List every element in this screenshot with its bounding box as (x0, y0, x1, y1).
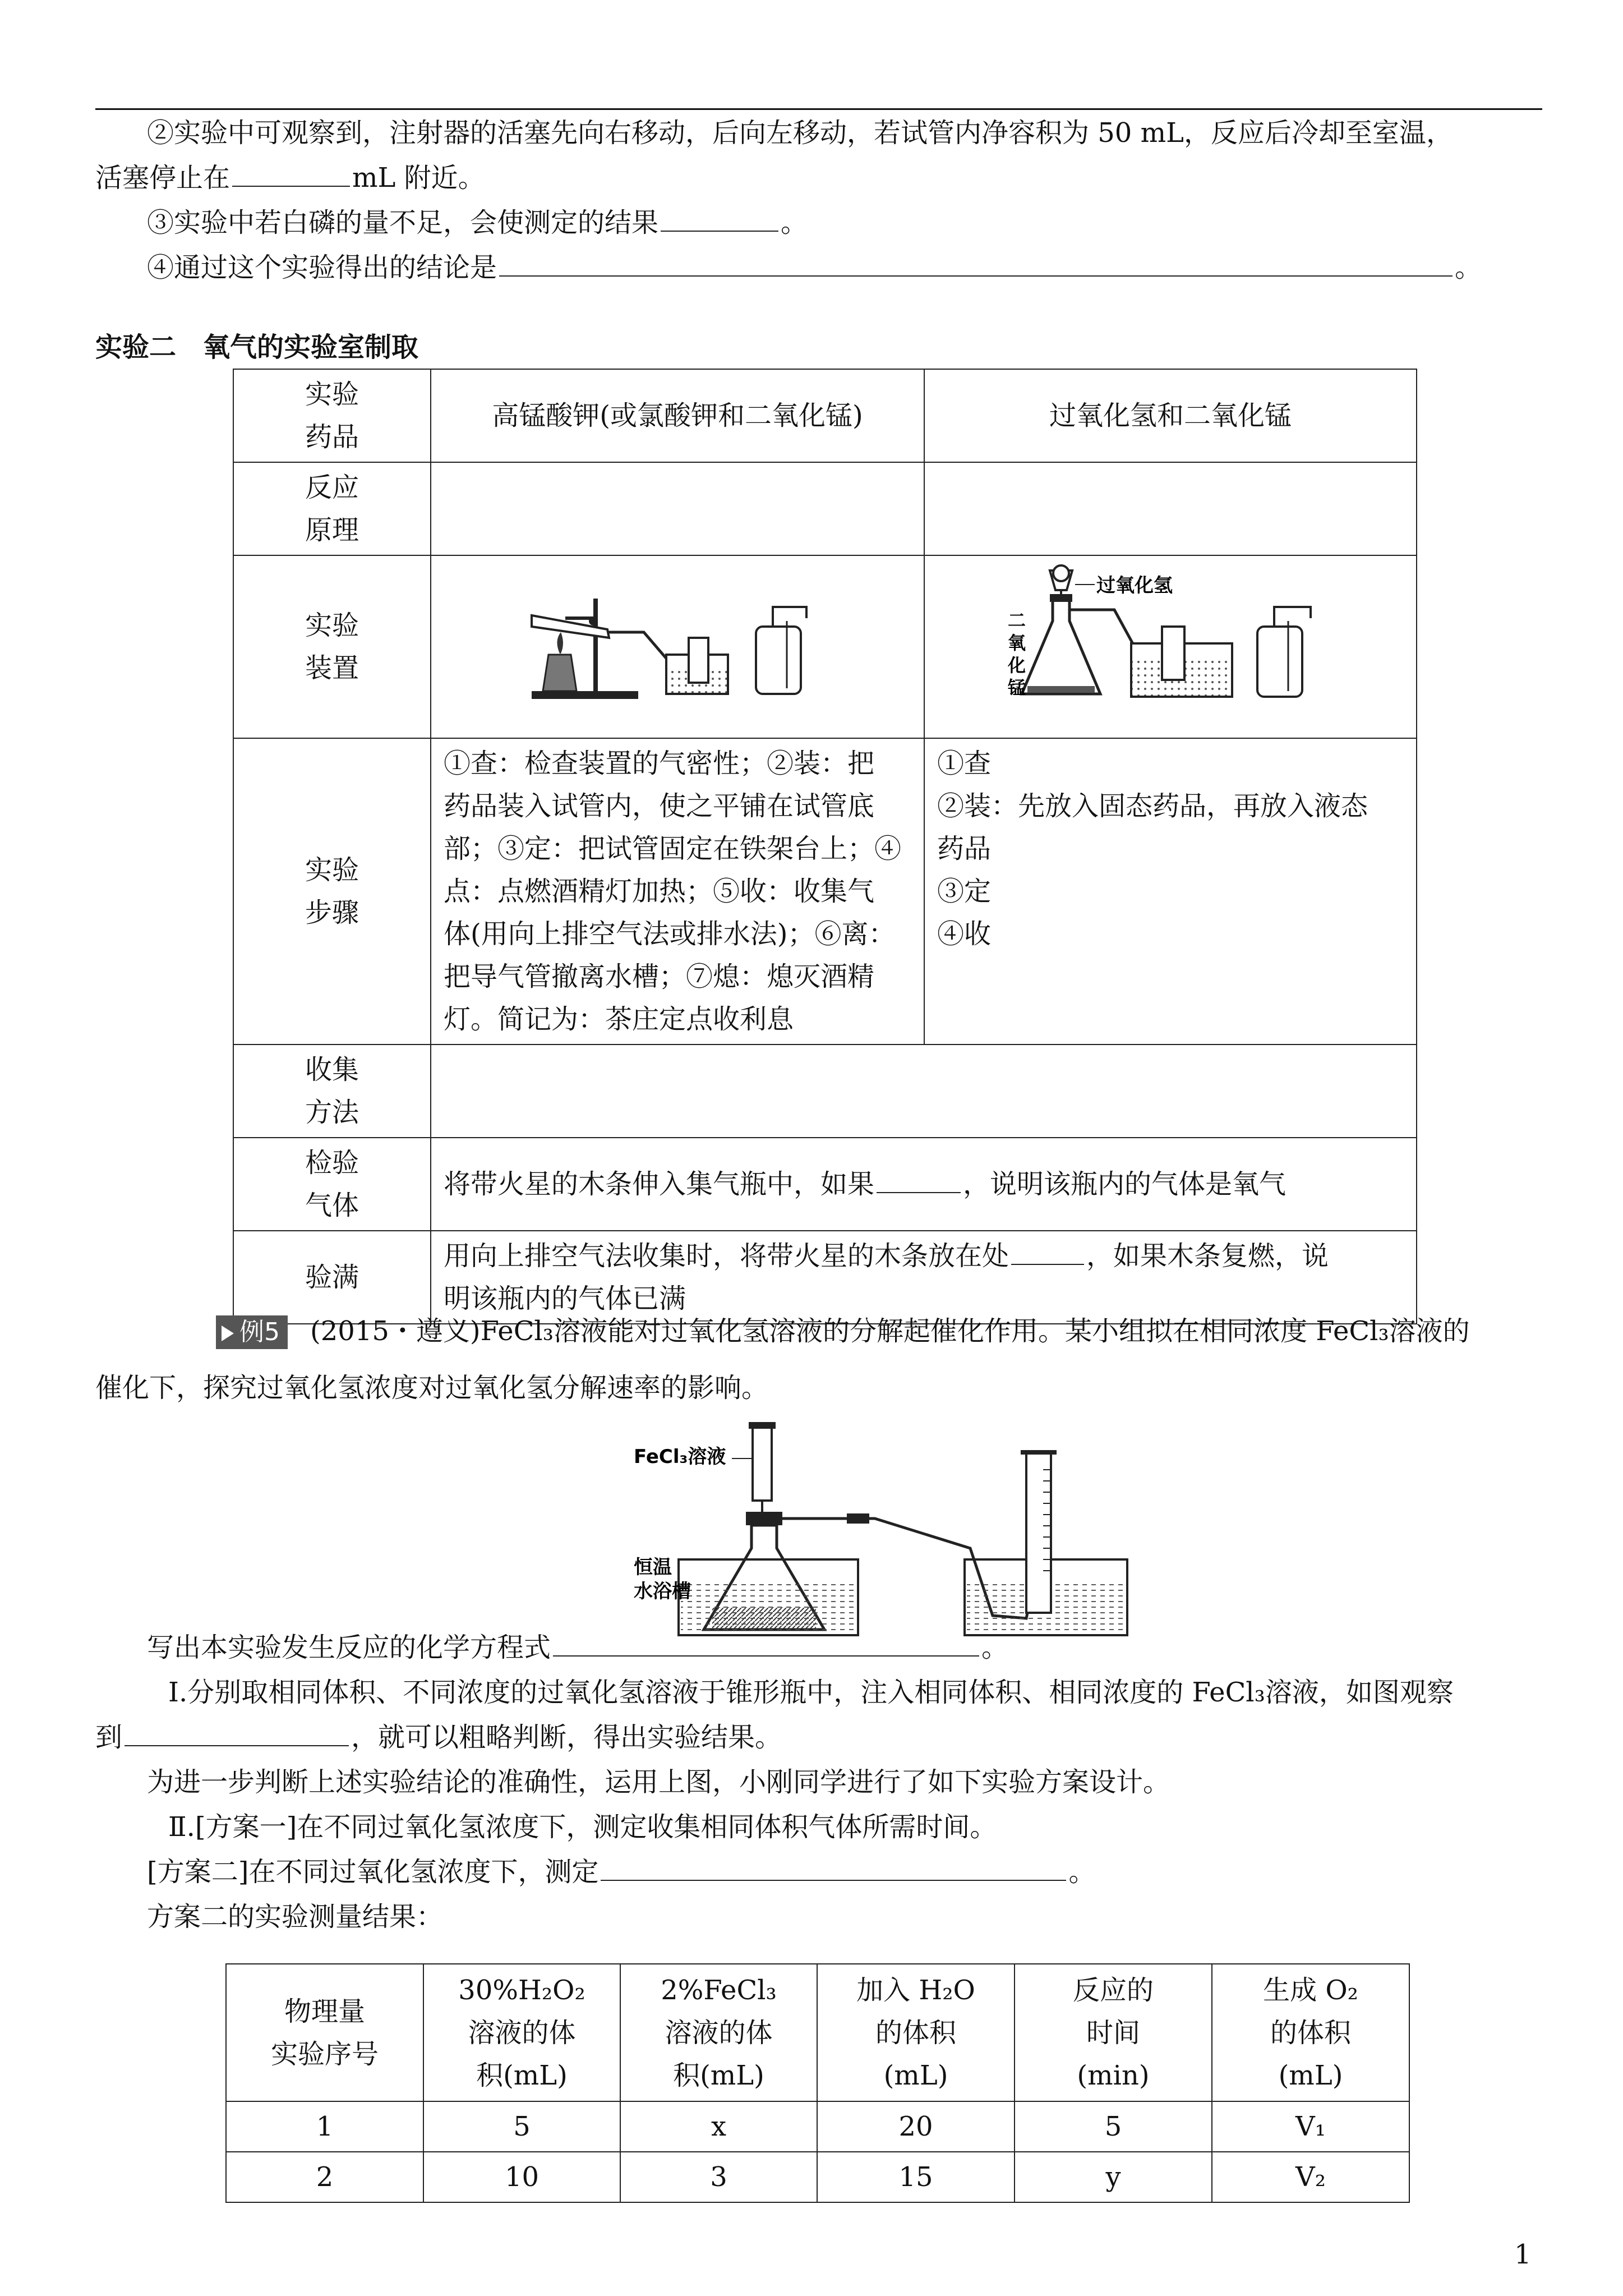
table-cell: 5 (1015, 2101, 1212, 2152)
steps-col1: ①查：检查装置的气密性；②装：把 药品装入试管内，使之平铺在试管底 部；③定：把试管固定在铁架台上；④ 点：点燃酒精灯加热；⑤收：收集气 体(用向上排空气法或排水法)；⑥离： 把导气管撤离水槽；⑦熄：熄灭酒精 灯。简记为：茶庄定点收利息 (431, 738, 924, 1045)
answer-blank[interactable] (232, 163, 350, 187)
answer-cell[interactable] (924, 462, 1417, 555)
equation-prompt: 写出本实验发生反应的化学方程式 。 (147, 1632, 1009, 1663)
example-5-line1: 例5 (2015・遵义)FeCl₃溶液能对过氧化氢溶液的分解起催化作用。某小组拟在相同浓度 FeCl₃溶液的 (216, 1309, 1470, 1353)
decomposition-apparatus-figure (634, 1419, 1133, 1641)
question-2-line1: ②实验中可观察到，注射器的活塞先向右移动，后向左移动，若试管内净容积为 50 mL，反应后冷却至室温， (147, 117, 1453, 149)
answer-blank[interactable] (125, 1723, 349, 1746)
part-1-line2: 到 ，就可以粗略判断，得出实验结果。 (95, 1722, 782, 1753)
table-header-row (226, 1964, 1409, 2101)
answer-cell[interactable] (431, 1045, 1417, 1138)
column-header: 反应的 时间 (min) (1015, 1964, 1212, 2101)
answer-blank[interactable] (553, 1633, 979, 1657)
question-3-suffix: 。 (781, 207, 808, 238)
table-cell: y (1015, 2152, 1212, 2202)
table-row (226, 2101, 1409, 2152)
row-header: 收集 方法 (233, 1045, 431, 1138)
table-cell: x (620, 2101, 817, 2152)
play-icon (222, 1326, 234, 1341)
drug-col2: 过氧化氢和二氧化锰 (924, 369, 1417, 462)
answer-cell[interactable] (431, 462, 924, 555)
label-manganese-dioxide: 二 (1008, 610, 1026, 631)
table-cell: 3 (620, 2152, 817, 2202)
gas-bottle (756, 627, 801, 694)
steps-col2: ①查 ②装：先放入固态药品，再放入液态 药品 ③定 ④收 (924, 738, 1417, 1045)
table-row (233, 462, 1417, 555)
full-check-cell: 用向上排空气法收集时，将带火星的木条放在处 ，如果木条复燃，说 明该瓶内的气体已满 (431, 1231, 1417, 1324)
table-row (233, 738, 1417, 1045)
drug-col1: 高锰酸钾(或氯酸钾和二氧化锰) (431, 369, 924, 462)
table-cell: 20 (817, 2101, 1015, 2152)
heating-apparatus-figure (509, 576, 846, 705)
row-header: 实验 装置 (233, 555, 431, 738)
table-cell: 1 (226, 2101, 423, 2152)
heating-apparatus-cell (431, 555, 924, 738)
question-4-prefix: ④通过这个实验得出的结论是 (147, 252, 497, 283)
stand-rod (593, 599, 598, 694)
question-3-prefix: ③实验中若白磷的量不足，会使测定的结果 (147, 207, 659, 238)
alcohol-lamp (543, 655, 577, 691)
paragraph: 为进一步判断上述实验结论的准确性，运用上图，小刚同学进行了如下实验方案设计。 (147, 1766, 1170, 1798)
results-caption: 方案二的实验测量结果： (147, 1901, 444, 1932)
table-row (226, 2152, 1409, 2202)
table-cell: 15 (817, 2152, 1015, 2202)
table-row (233, 1138, 1417, 1231)
results-table (225, 1963, 1410, 2203)
question-4-suffix: 。 (1455, 252, 1482, 283)
conical-flask (1022, 599, 1100, 694)
question-2-line2 (95, 156, 485, 200)
answer-blank[interactable] (661, 208, 778, 232)
flame (557, 632, 563, 654)
answer-blank[interactable] (877, 1170, 961, 1193)
stopper (746, 1512, 782, 1525)
table-cell: V₂ (1212, 2152, 1409, 2202)
table-row (233, 369, 1417, 462)
question-2-suffix: mL 附近。 (352, 162, 485, 194)
label-manganese-dioxide: 化 (1008, 655, 1026, 676)
section-title: 实验二 氧气的实验室制取 (95, 332, 419, 363)
label-manganese-dioxide: 锰 (1008, 677, 1026, 698)
example-badge: 例5 (216, 1315, 288, 1349)
header-rule (95, 108, 1542, 110)
peroxide-apparatus-figure (1002, 559, 1339, 722)
column-header: 30%H₂O₂ 溶液的体 积(mL) (423, 1964, 620, 2101)
question-3 (147, 201, 808, 245)
table-cell: 5 (423, 2101, 620, 2152)
question-2-prefix: 活塞停止在 (95, 162, 230, 194)
part-1-line1: Ⅰ.分别取相同体积、不同浓度的过氧化氢溶液于锥形瓶中，注入相同体积、相同浓度的 FeCl₃溶液，如图观察 (168, 1677, 1454, 1708)
test-gas-cell: 将带火星的木条伸入集气瓶中，如果 ，说明该瓶内的气体是氧气 (431, 1138, 1417, 1231)
stand-base (532, 691, 638, 699)
measuring-cylinder (1026, 1453, 1051, 1613)
example-5-line2: 催化下，探究过氧化氢浓度对过氧化氢分解速率的影响。 (95, 1372, 769, 1404)
syringe (753, 1428, 772, 1501)
label-manganese-dioxide: 氧 (1008, 632, 1026, 654)
column-header: 物理量 实验序号 (226, 1964, 423, 2101)
oxygen-prep-table (233, 369, 1417, 1324)
question-4 (147, 246, 1482, 289)
label-bath: 水浴槽 (634, 1580, 691, 1603)
table-cell: 10 (423, 2152, 620, 2202)
row-header: 检验 气体 (233, 1138, 431, 1231)
row-header: 实验 药品 (233, 369, 431, 462)
answer-blank[interactable] (499, 253, 1453, 277)
table-row (233, 1045, 1417, 1138)
answer-blank[interactable] (1011, 1241, 1084, 1265)
table-row (233, 555, 1417, 738)
gas-bottle (1257, 627, 1302, 697)
row-header: 实验 步骤 (233, 738, 431, 1045)
answer-blank[interactable] (601, 1857, 1066, 1881)
column-header: 生成 O₂ 的体积 (mL) (1212, 1964, 1409, 2101)
label-bath: 恒温 (634, 1556, 672, 1579)
column-header: 加入 H₂O 的体积 (mL) (817, 1964, 1015, 2101)
plan-2: [方案二]在不同过氧化氢浓度下，测定 。 (147, 1856, 1096, 1888)
column-header: 2%FeCl₃ 溶液的体 积(mL) (620, 1964, 817, 2101)
plan-1: Ⅱ.[方案一]在不同过氧化氢浓度下，测定收集相同体积气体所需时间。 (168, 1811, 997, 1843)
table-cell: V₁ (1212, 2101, 1409, 2152)
row-header: 反应 原理 (233, 462, 431, 555)
row-header: 验满 (233, 1231, 431, 1324)
label-hydrogen-peroxide: 过氧化氢 (1096, 574, 1173, 597)
peroxide-apparatus-cell (924, 555, 1417, 738)
label-fecl3-solution: FeCl₃溶液 (634, 1446, 726, 1468)
page-number: 1 (1514, 2239, 1532, 2270)
table-cell: 2 (226, 2152, 423, 2202)
